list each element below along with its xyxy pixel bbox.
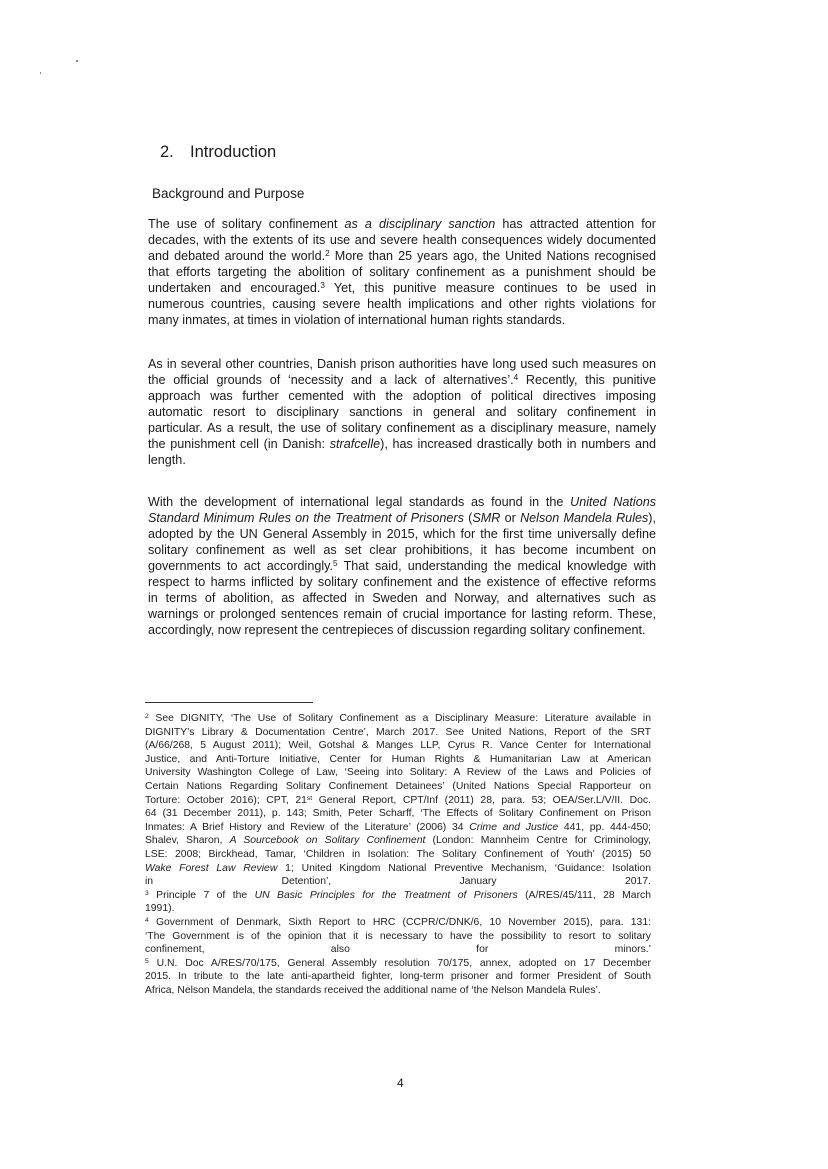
footnote-marker: 2 (325, 249, 330, 259)
text-line: approach was further cemented with the adoption of political directives imposing (148, 389, 656, 403)
section-number: 2. (160, 143, 174, 161)
text-line: governments to act accordingly.$^5$ That said, understanding the medical knowledge with (148, 559, 656, 573)
text-line: The use of solitary confinement as a disciplinary sanction has attracted attention for (148, 217, 656, 231)
italic-text: A Sourcebook on Solitary Confinement (229, 835, 426, 847)
italic-text: United Nations (570, 495, 657, 509)
italic-text: UN Basic Principles for the Treatment of Prisoners (254, 889, 518, 901)
text-line: many inmates, at times in violation of international human rights standards. (148, 313, 566, 327)
paragraph-3 (148, 494, 656, 638)
text-line: numerous countries, causing severe health implications and other rights violations for (148, 297, 656, 311)
text-line: adopted by the UN General Assembly in 2015, which for the first time universally define (148, 527, 656, 541)
text-line: Torture: October 2016); CPT, 21st General Report, CPT/Inf (2011) 28, para. 53; OEA/Ser.L/V/II. Doc. (145, 794, 651, 806)
text-line: ‘The Government is of the opinion that it is necessary to have the possibility to resort to solitary (145, 930, 651, 942)
text-line: decades, with the extents of its use and severe health consequences widely documented (148, 233, 656, 247)
text-line: (A/66/268, 5 August 2011); Weil, Gotshal & Manges LLP, Cyrus R. Vance Center for International (145, 740, 651, 752)
footnote-marker: 5 (145, 957, 149, 965)
footnote-marker: 2 (145, 712, 149, 720)
footnote-separator (145, 702, 313, 703)
text-line: confinement, also for minors.’ (145, 944, 651, 956)
paragraph-1 (148, 216, 656, 328)
text-line: 1991). (145, 903, 175, 915)
text-line: 64 (31 December 2011), p. 143; Smith, Peter Scharff, ‘The Effects of Solitary Confinement on Prison (145, 808, 651, 820)
text-line: $^4$ Government of Denmark, Sixth Report to HRC (CCPR/C/DNK/6, 10 November 2015), para. 131: (145, 916, 651, 928)
section-heading (160, 143, 276, 162)
footnote-marker: 3 (320, 281, 325, 291)
scan-speck (40, 72, 41, 74)
text-line: As in several other countries, Danish prison authorities have long used such measures on (148, 357, 656, 371)
footnote-marker: 3 (145, 889, 149, 897)
text-line: DIGNITY’s Library & Documentation Centre’, March 2017. See United Nations, Report of the SRT (145, 726, 651, 738)
text-line: LSE: 2008; Birckhead, Tamar, ‘Children in Isolation: The Solitary Confinement of Youth’ (2015) 50 (145, 848, 651, 860)
text-line: $^2$ See DIGNITY, ‘The Use of Solitary Confinement as a Disciplinary Measure: Literature available in (145, 712, 651, 724)
text-line: Shalev, Sharon, A Sourcebook on Solitary Confinement (London: Mannheim Centre for Criminology, (145, 835, 651, 847)
paragraph-2 (148, 356, 656, 468)
text-line: Inmates: A Brief History and Review of the Literature’ (2006) 34 Crime and Justice 441, pp. 444-450; (145, 821, 651, 833)
text-line: Justice, and Anti-Torture Initiative, Center for Human Rights & Humanitarian Law at American (145, 753, 651, 765)
text-line: University Washington College of Law, ‘Seeing into Solitary: A Review of the Laws and Policies of (145, 767, 651, 779)
text-line: undertaken and encouraged.$^3$ Yet, this punitive measure continues to be used in (148, 281, 656, 295)
subheading: Background and Purpose (152, 186, 305, 201)
text-line: in Detention’, January 2017. (145, 876, 651, 888)
text-line: automatic resort to disciplinary sanctions in general and solitary confinement in (148, 405, 656, 419)
scan-speck (76, 60, 78, 62)
footnote-marker: 4 (145, 916, 149, 924)
text-line: $^5$ U.N. Doc A/RES/70/175, General Assembly resolution 70/175, annex, adopted on 17 December (145, 957, 651, 969)
italic-text: Crime and Justice (469, 821, 559, 833)
text-line: Standard Minimum Rules on the Treatment of Prisoners (SMR or Nelson Mandela Rules), (148, 511, 656, 525)
section-title: Introduction (190, 143, 277, 161)
text-line: that efforts targeting the abolition of solitary confinement as a punishment should be (148, 265, 656, 279)
footnote-marker: 5 (333, 559, 338, 569)
text-line: solitary confinement as well as set clear prohibitions, it has become incumbent on (148, 543, 656, 557)
italic-text: Nelson Mandela Rules (520, 511, 649, 525)
italic-text: strafcelle (329, 437, 381, 451)
footnote-marker: st (306, 794, 313, 802)
text-line: respect to harms inflicted by solitary confinement and the existence of effective reforms (148, 575, 656, 589)
text-line: Africa, Nelson Mandela, the standards received the additional name of ‘the Nelson Mandela Rules’. (145, 984, 601, 996)
text-line: warnings or prolonged sentences remain of crucial importance for lasting reform. These, (148, 607, 656, 621)
text-line: in terms of abolition, as affected in Sweden and Norway, and alternatives such as (148, 591, 656, 605)
text-line: Wake Forest Law Review 1; United Kingdom National Preventive Mechanism, ‘Guidance: Isolation (145, 862, 651, 874)
text-line: the punishment cell (in Danish: strafcelle), has increased drastically both in numbers and (148, 437, 656, 451)
text-line: length. (148, 453, 186, 467)
italic-text: as a disciplinary sanction (344, 217, 496, 231)
text-line: particular. As a result, the use of solitary confinement as a disciplinary measure, namely (148, 421, 656, 435)
text-line: With the development of international legal standards as found in the United Nations (148, 495, 657, 509)
text-line: accordingly, now represent the centrepieces of discussion regarding solitary confinement. (148, 623, 646, 637)
page-number: 4 (397, 1076, 404, 1090)
text-line: and debated around the world.$^2$ More than 25 years ago, the United Nations recognised (148, 249, 656, 263)
italic-text: SMR (472, 511, 501, 525)
text-line: 2015. In tribute to the late anti-apartheid fighter, long-term prisoner and former President of South (145, 971, 651, 983)
italic-text: Standard Minimum Rules on the Treatment of Prisoners (148, 511, 464, 525)
footnotes (145, 712, 651, 997)
italic-text: Wake Forest Law Review (145, 862, 278, 874)
text-line: $^3$ Principle 7 of the UN Basic Principles for the Treatment of Prisoners (A/RES/45/111, 28 March (145, 889, 651, 901)
text-line: the official grounds of ‘necessity and a lack of alternatives’.$^4$ Recently, this punitive (148, 373, 656, 387)
footnote-marker: 4 (513, 373, 519, 383)
text-line: Certain Nations Regarding Solitary Confinement Detainees’ (United Nations Special Rapporteur on (145, 780, 651, 792)
